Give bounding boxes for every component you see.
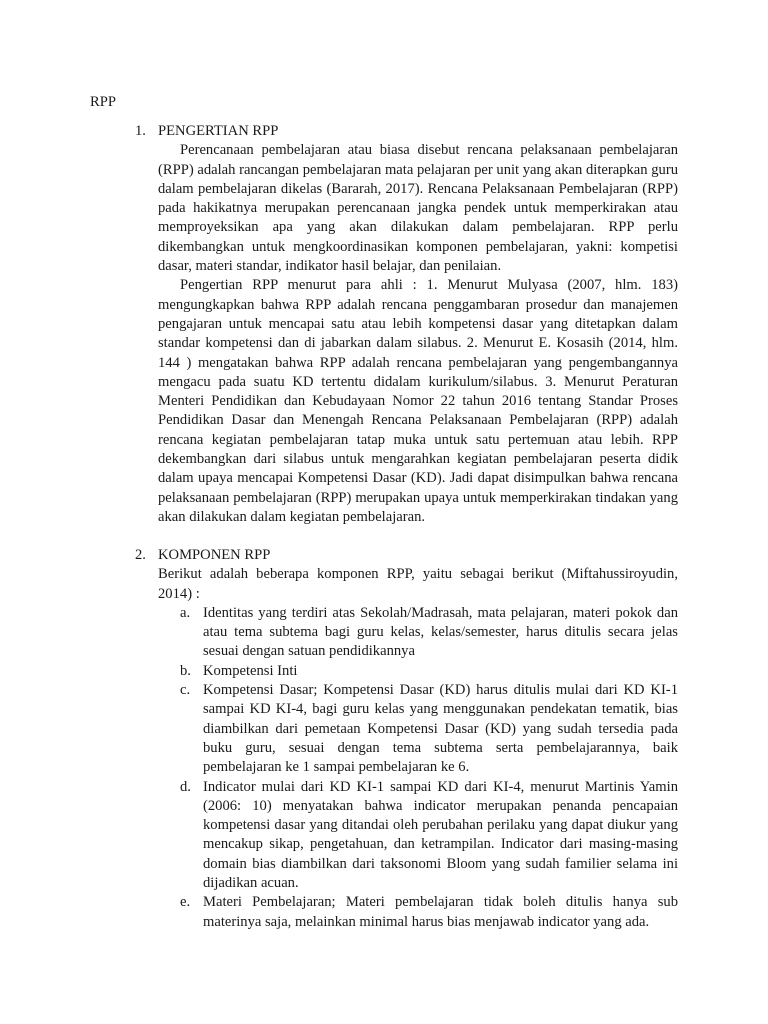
list-item-text: Kompetensi Inti [203, 662, 298, 679]
section-heading [135, 122, 678, 141]
paragraph: Perencanaan pembelajaran atau biasa disebut rencana pelaksanaan pembelajaran (RPP) adalah rancangan pembelajaran mata pelajaran per unit yang akan diterapkan guru dalam pembelajaran dikelas (Bararah, 2017). Rencana Pelaksanaan Pembelajaran (RPP) pada hakikatnya merupakan perencanaan jangka pendek untuk memperkirakan atau memproyeksikan apa yang akan dilakukan dalam pembelajaran. RPP perlu dikembangkan untuk mengkoordinasikan komponen pembelajaran, yakni: kompetisi dasar, materi standar, indikator hasil belajar, dan penilaian. [158, 142, 678, 275]
section-title: PENGERTIAN RPP [158, 123, 279, 139]
list-marker: c. [180, 682, 191, 699]
section-number: 2. [135, 547, 146, 563]
list-item [180, 662, 678, 681]
list-item-text: Identitas yang terdiri atas Sekolah/Madrasah, mata pelajaran, materi pokok dan atau tema subtema bagi guru kelas, kelas/semester, harus ditulis secara jelas sesuai dengan satuan pendidikannya [203, 604, 678, 660]
list-item [180, 681, 678, 777]
list-item-text: Indicator mulai dari KD KI-1 sampai KD dari KI-4, menurut Martinis Yamin (2006: 10) menyatakan bahwa indicator merupakan penanda pencapaian kompetensi dasar yang ditandai oleh perubahan perilaku yang dapat diukur yang mencakup sikap, pengetahuan, dan ketrampilan. Indicator dari masing-masing domain bias diambilkan dari taksonomi Bloom yang sudah familier selama ini dijadikan acuan. [203, 778, 678, 892]
section-body [158, 141, 678, 527]
section-number: 1. [135, 123, 146, 139]
list-marker: a. [180, 604, 191, 621]
section-body [158, 565, 678, 932]
section-heading [135, 546, 678, 565]
paragraph: Pengertian RPP menurut para ahli : 1. Menurut Mulyasa (2007, hlm. 183) mengungkapkan bahwa RPP adalah rencana penggambaran prosedur dan manajemen pengajaran untuk mencapai satu atau lebih kompetensi dasar yang ditetapkan dalam standar kompetensi dan di jabarkan dalam silabus. 2. Menurut E. Kosasih (2014, hlm. 144 ) mengatakan bahwa RPP adalah rencana pembelajaran yang pengembangannya mengacu pada suatu KD tertentu didalam kurikulum/silabus. 3. Menurut Peraturan Menteri Pendidikan dan Kebudayaan Nomor 22 tahun 2016 tentang Standar Proses Pendidikan Dasar dan Menengah Rencana Pelaksanaan Pembelajaran (RPP) adalah rencana kegiatan pembelajaran tatap muka untuk satu pertemuan atau lebih. RPP dekembangkan dari silabus untuk mengarahkan kegiatan pembelajaran peserta didik dalam upaya mencapai Kompetensi Dasar (KD). Jadi dapat disimpulkan bahwa rencana pelaksanaan pembelajaran (RPP) merupakan upaya untuk memperkirakan tindakan yang akan dilakukan dalam kegiatan pembelajaran. [158, 277, 678, 525]
section-title: KOMPONEN RPP [158, 547, 271, 563]
list-item [180, 778, 678, 894]
component-list [158, 604, 678, 932]
list-item [180, 604, 678, 662]
section-pengertian-rpp [135, 122, 678, 527]
list-item-text: Materi Pembelajaran; Materi pembelajaran tidak boleh ditulis hanya sub materinya saja, melainkan minimal harus bias menjawab indicator yang ada. [203, 894, 678, 930]
section-intro: Berikut adalah beberapa komponen RPP, yaitu sebagai berikut (Miftahussiroyudin, 2014) : [158, 566, 678, 602]
list-item-text: Kompetensi Dasar; Kompetensi Dasar (KD) harus ditulis mulai dari KD KI-1 sampai KD KI-4, bagi guru kelas yang menggunakan pendekatan tematik, bias diambilkan dari pemetaan Kompetensi Dasar (KD) yang sudah tersedia pada buku guru, sesuai dengan tema subtema serta pembelajarannya, baik pembelajaran ke 1 sampai pembelajaran ke 6. [203, 682, 678, 776]
list-marker: b. [180, 662, 191, 679]
document-title: RPP [90, 94, 116, 110]
list-item [180, 893, 678, 932]
section-komponen-rpp [135, 546, 678, 932]
list-marker: d. [180, 778, 191, 795]
list-marker: e. [180, 894, 191, 911]
